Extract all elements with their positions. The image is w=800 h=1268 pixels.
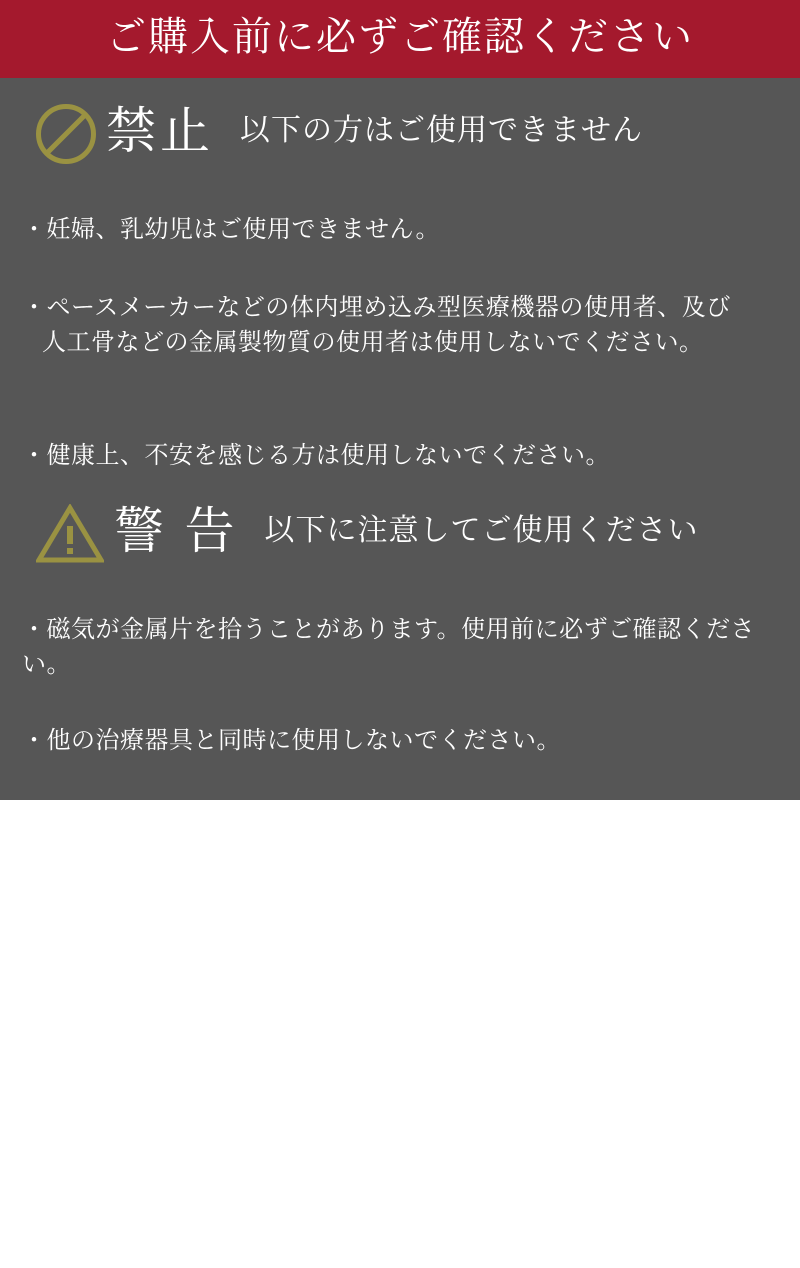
list-item-line1: ・健康上、不安を感じる方は使用しないでください。 xyxy=(22,443,610,470)
list-item-line1: ・妊婦、乳幼児はご使用できません。 xyxy=(22,217,440,244)
list-item-line1: ・ペースメーカーなどの体内埋め込み型医療機器の使用者、及び xyxy=(22,295,731,322)
list-item-line2: 使用を中止して医師に相談してください。 xyxy=(42,985,508,1012)
list-item-line1: ・使用中に体に異常があらわれたり、違和感を感じたときは、直ちに xyxy=(22,915,757,977)
section-prohibition-head xyxy=(22,104,778,164)
section-prohibition xyxy=(22,104,778,474)
page-title: ご購入前に必ずご確認ください xyxy=(106,14,694,59)
list-item-line1: ・本製品には磁気が接着されています。破損したときは、誤飲などの xyxy=(22,1096,756,1158)
list-item-line1: ・磁気が金属片を拾うことがあります。使用前に必ずご確認ください。 xyxy=(22,617,756,679)
section-warning xyxy=(22,504,778,1268)
section-prohibition-subheading: 以下の方はご使用できません xyxy=(240,114,643,147)
section-warning-head xyxy=(22,504,778,564)
list-item xyxy=(22,689,778,759)
section-prohibition-heading: 禁止 xyxy=(106,103,214,159)
list-item xyxy=(22,178,778,248)
prohibition-icon xyxy=(36,104,96,164)
list-item-line1: ・他の治療器具と同時に使用しないでください。 xyxy=(22,728,561,755)
list-item xyxy=(22,578,778,683)
list-item-line2: 危険をさけるため、幼児の手の届くところに放置しないでください。 xyxy=(42,1166,752,1228)
page-header xyxy=(0,0,800,78)
warning-triangle-icon xyxy=(36,504,104,564)
list-item xyxy=(22,765,778,870)
list-item xyxy=(22,256,778,396)
notice-body xyxy=(0,78,800,1228)
list-item-line2: 人工骨などの金属製物質の使用者は使用しないでください。 xyxy=(42,330,704,357)
prohibition-list xyxy=(22,178,778,474)
list-item-line1: ・時計、磁気カードなど磁気の影響を受ける物を近づけないでください。 xyxy=(22,804,757,866)
list-item xyxy=(22,877,778,1052)
list-item xyxy=(22,1058,778,1268)
warning-list xyxy=(22,578,778,1268)
list-item xyxy=(22,404,778,474)
section-warning-subheading: 以下に注意してご使用ください xyxy=(264,514,699,548)
section-warning-heading: 警 告 xyxy=(114,503,239,560)
